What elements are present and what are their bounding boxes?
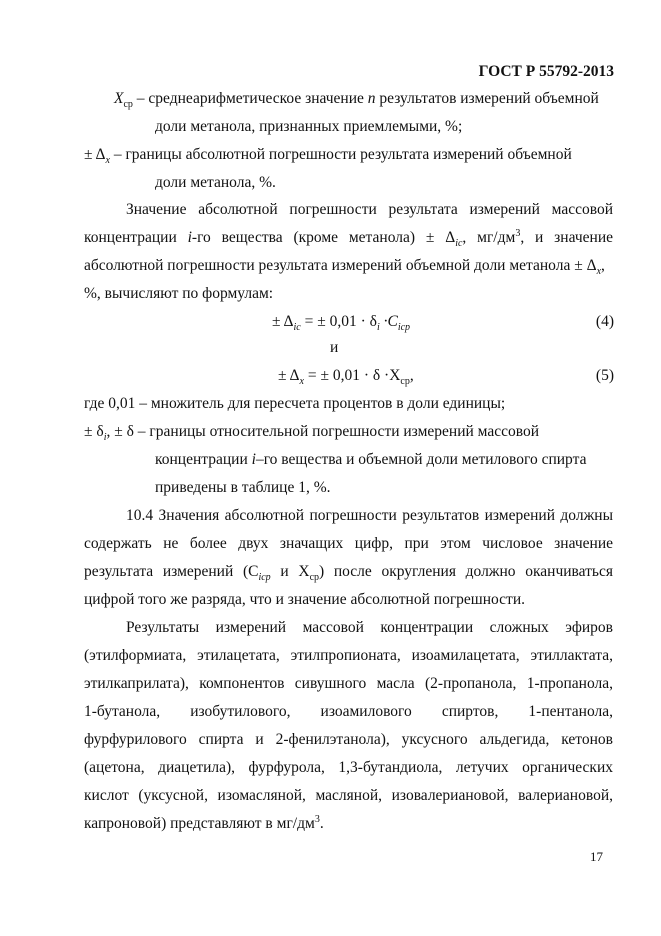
subscript: ср — [123, 99, 133, 111]
text: , и значение — [520, 229, 613, 246]
paragraph-line: (ацетона, диацетила), фурфурола, 1,3-бутандиола, летучих органических — [84, 759, 613, 776]
paragraph-line — [84, 815, 324, 833]
paragraph-line: Результаты измерений массовой концентрации сложных эфиров — [126, 619, 613, 636]
text: , — [601, 257, 605, 274]
definition-delta-i-line3: приведены в таблице 1, %. — [155, 479, 331, 496]
paragraph-line: 10.4 Значения абсолютной погрешности результатов измерений должны — [126, 507, 613, 524]
symbol-i: i — [251, 451, 256, 468]
definition-text: – среднеарифметическое значение — [132, 90, 368, 107]
paragraph-line: содержать не более двух значащих цифр, при этом числовое значение — [84, 535, 613, 552]
subscript: ср — [400, 376, 410, 388]
paragraph-line: (этилформиата, этилацетата, этилпропионата, изоамилацетата, этиллактата, — [84, 647, 613, 664]
where-line: где 0,01 – множитель для пересчета процентов в доли единицы; — [84, 395, 506, 412]
definition-text: – границы относительной погрешности измерений массовой — [133, 423, 540, 440]
text: . — [319, 815, 324, 832]
subscript: x — [299, 376, 304, 388]
symbol-i: i — [187, 229, 192, 246]
paragraph-line: фурфурилового спирта и 2-фенилэтанола), уксусного альдегида, кетонов — [84, 731, 613, 748]
paragraph-line: кислот (уксусной, изомасляной, масляной, изовалериановой, валериановой, — [84, 787, 613, 804]
text: –го вещества и объемной доли метилового спирта — [255, 451, 587, 468]
page-number: 17 — [590, 849, 603, 864]
formula-4 — [272, 313, 411, 334]
text: = ± 0,01 · δ — [300, 313, 377, 330]
text: , — [409, 367, 414, 384]
subscript: i — [103, 432, 107, 444]
paragraph-line: Значение абсолютной погрешности результата измерений массовой — [126, 201, 613, 218]
subscript: x — [105, 155, 110, 167]
subscript: ic — [455, 238, 463, 250]
paragraph-line: этилкаприлата), компонентов сивушного масла (2-пропанола, 1-пропанола, — [84, 675, 613, 692]
text: -го вещества (кроме метанола) ± Δ — [191, 229, 456, 246]
text: концентрации — [155, 451, 252, 468]
definition-delta-i — [84, 423, 540, 444]
text: и X — [270, 563, 310, 580]
text: абсолютной погрешности результата измерений объемной доли метанола ± Δ — [84, 257, 597, 274]
symbol: , ± δ — [106, 423, 134, 440]
subscript: ср — [309, 572, 320, 584]
subscript: iср — [258, 572, 271, 584]
definition-delta-x-line2: доли метанола, %. — [155, 174, 276, 191]
definition-xcp — [114, 90, 599, 111]
formula-number: (5) — [595, 367, 614, 384]
text: , мг/дм — [462, 229, 516, 246]
paragraph-line: 1-бутанола, изобутилового, изоамилового спиртов, 1-пентанола, — [84, 703, 613, 720]
subscript: x — [596, 266, 602, 278]
paragraph-line — [84, 563, 614, 584]
paragraph-line — [84, 257, 605, 278]
text: ± Δ — [272, 313, 294, 330]
text: капроновой) представляют в мг/дм — [84, 815, 315, 832]
conjunction: и — [330, 339, 339, 356]
symbol: ± Δ — [84, 146, 106, 163]
symbol-n: n — [367, 90, 376, 107]
symbol: X — [114, 90, 124, 107]
symbol: ± δ — [84, 423, 104, 440]
symbol: ·C — [379, 313, 398, 330]
definition-delta-i-line2 — [155, 451, 586, 469]
definition-text: результатов измерений объемной — [375, 90, 599, 107]
paragraph-line: цифрой того же разряда, что и значение абсолютной погрешности. — [84, 591, 525, 608]
subscript: i — [376, 322, 380, 334]
text: концентрации — [84, 229, 188, 246]
paragraph-line: %, вычисляют по формулам: — [84, 285, 274, 302]
text: ± Δ — [278, 367, 300, 384]
text: ) после округления должно оканчиваться — [319, 563, 614, 580]
formula-5 — [278, 367, 414, 388]
subscript: iср — [397, 322, 411, 334]
paragraph-line — [84, 227, 613, 250]
superscript: 3 — [314, 813, 320, 825]
formula-number: (4) — [595, 313, 614, 330]
definition-delta-x — [84, 146, 572, 167]
definition-text: – границы абсолютной погрешности результата измерений объемной — [109, 146, 572, 163]
document-header: ГОСТ Р 55792-2013 — [478, 63, 614, 80]
subscript: ic — [293, 322, 301, 334]
text: результата измерений (C — [84, 563, 259, 580]
definition-xcp-line2: доли метанола, признанных приемлемыми, %; — [155, 118, 463, 135]
superscript: 3 — [515, 227, 521, 239]
text: = ± 0,01 · δ ·X — [303, 367, 401, 384]
